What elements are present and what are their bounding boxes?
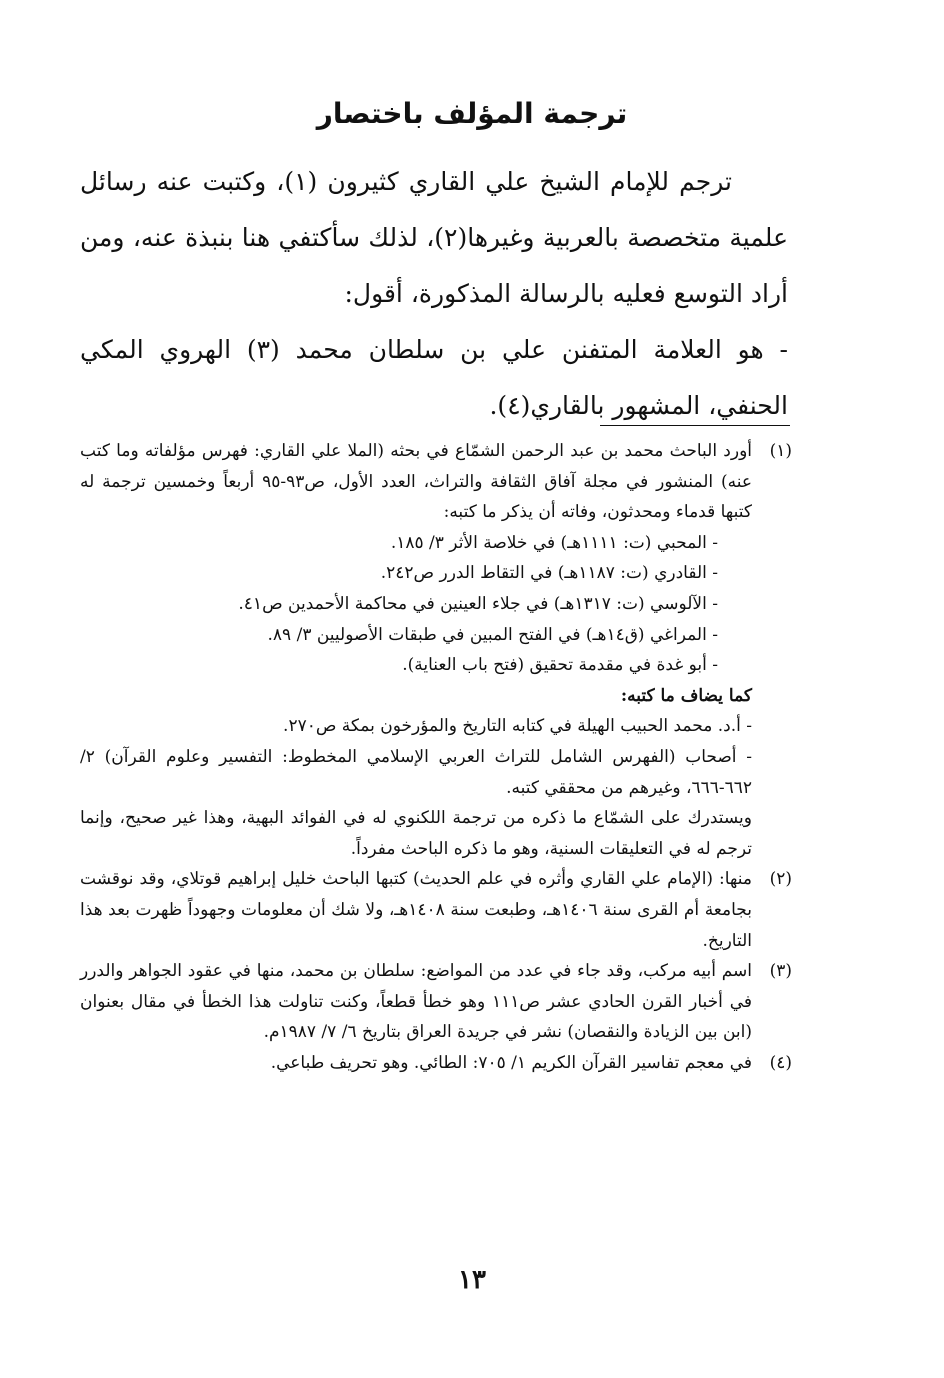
- footnote-3: [80, 956, 792, 1048]
- main-text: [80, 154, 788, 434]
- footnote-text: اسم أبيه مركب، وقد جاء في عدد من المواضع: سلطان بن محمد، منها في عقود الجواهر والدرر في أخبار القرن الحادي عشر ص١١١ وهو خطأ قطعاً، وكنت تناولت هذا الخطأ في مقال بعنوان (ابن بين الزيادة والنقصان) نشر في جريدة العراق بتاريخ ٦/ ٧/ ١٩٨٧م.: [80, 961, 753, 1043]
- footnote-number: (٢): [769, 869, 792, 890]
- footnote-list-item: - الآلوسي (ت: ١٣١٧هـ) في جلاء العينين في محاكمة الأحمدين ص٤١.: [238, 593, 718, 614]
- footnote-list-item: - أصحاب (الفهرس الشامل للتراث العربي الإسلامي المخطوط: التفسير وعلوم القرآن) ٢/ ٦٦٢-٦٦٦، وغيرهم من محققي كتبه.: [80, 746, 752, 798]
- page-title: ترجمة المؤلف باختصار: [316, 97, 628, 130]
- footnote-text: ويستدرك على الشمّاع ما ذكره من ترجمة اللكنوي له في الفوائد البهية، وهذا غير صحيح، وإنما ترجم له في التعليقات السنية، وهو ما ذكره الباحث مفرداً.: [80, 808, 752, 859]
- footnote-divider: [600, 425, 790, 426]
- footnote-1: [80, 436, 792, 864]
- footnote-text: في معجم تفاسير القرآن الكريم ١/ ٧٠٥: الطائي. وهو تحريف طباعي.: [270, 1052, 752, 1073]
- footnote-number: (٣): [769, 961, 792, 982]
- footnote-4: [80, 1048, 792, 1079]
- body-paragraph-2: - هو العلامة المتفنن علي بن سلطان محمد (٣) الهروي المكي الحنفي، المشهور بالقاري(٤).: [80, 335, 788, 420]
- footnote-subheading: كما يضاف ما كتبه:: [620, 685, 752, 706]
- body-paragraph-1: ترجم للإمام الشيخ علي القاري كثيرون (١)، وكتبت عنه رسائل علمية متخصصة بالعربية وغيرها(٢)، لذلك سأكتفي هنا بنبذة عنه، ومن أراد التوسع فعليه بالرسالة المذكورة، أقول:: [80, 167, 788, 308]
- footnote-list-item: - المراغي (ق١٤هـ) في الفتح المبين في طبقات الأصوليين ٣/ ٨٩.: [267, 624, 718, 645]
- footnote-number: (١): [769, 441, 792, 461]
- footnote-list-item: - أبو غدة في مقدمة تحقيق (فتح باب العناية).: [402, 655, 718, 676]
- footnote-number: (٤): [769, 1052, 792, 1073]
- footnote-list-item: - المحبي (ت: ١١١١هـ) في خلاصة الأثر ٣/ ١٨٥.: [390, 532, 718, 553]
- footnote-list-item: - القادري (ت: ١١٨٧هـ) في التقاط الدرر ص٢٤٢.: [380, 563, 718, 584]
- page-number: ١٣: [458, 1265, 486, 1295]
- footnotes: [80, 436, 792, 1078]
- footnote-2: [80, 864, 792, 956]
- footnote-list-item: - أ.د. محمد الحبيب الهيلة في كتابه التاريخ والمؤرخون بمكة ص٢٧٠.: [283, 716, 752, 737]
- footnote-text: منها: (الإمام علي القاري وأثره في علم الحديث) كتبها الباحث خليل إبراهيم قوتلاي، وقد نوقشت بجامعة أم القرى سنة ١٤٠٦هـ، وطبعت سنة ١٤٠٨هـ، ولا شك أن معلومات وجهوداً ظهرت بعد هذا التاريخ.: [80, 869, 752, 951]
- footnote-text: أورد الباحث محمد بن عبد الرحمن الشمّاع في بحثه (الملا علي القاري: فهرس مؤلفاته وما كتب عنه) المنشور في مجلة آفاق الثقافة والتراث، العدد الأول، ص٩٣-٩٥ أربعاً وخمسين ترجمة له كتبها قدماء ومحدثون، وفاته أن يذكر ما كتبه:: [80, 441, 752, 523]
